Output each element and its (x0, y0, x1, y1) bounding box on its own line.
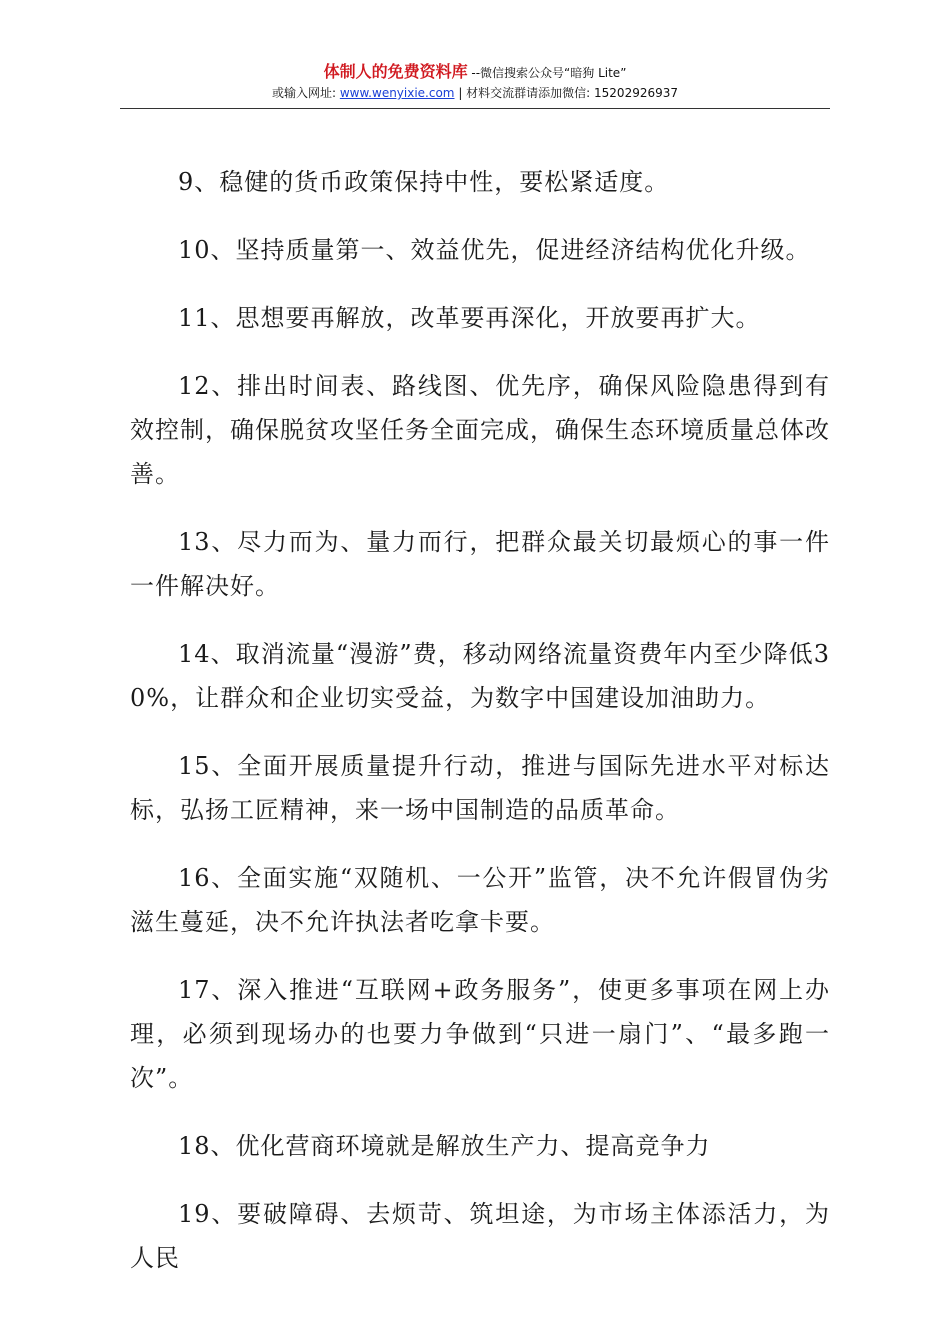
paragraph: 18、优化营商环境就是解放生产力、提高竞争力 (178, 1132, 711, 1160)
header-tagline: --微信搜索公众号“暗狗 Lite” (467, 66, 627, 80)
paragraph: 15、全面开展质量提升行动，推进与国际先进水平对标达标，弘扬工匠精神，来一场中国制造的品质革命。 (130, 752, 830, 824)
header-contact-line (0, 84, 950, 102)
header-title-line (0, 62, 950, 83)
url-prefix: 或输入网址: (271, 86, 340, 100)
website-link[interactable]: www.wenyixie.com (339, 86, 455, 100)
page-header (0, 62, 950, 102)
paragraph: 10、坚持质量第一、效益优先，促进经济结构优化升级。 (178, 236, 811, 264)
paragraph: 13、尽力而为、量力而行，把群众最关切最烦心的事一件一件解决好。 (130, 528, 830, 600)
paragraph: 19、要破障碍、去烦苛、筑坦途，为市场主体添活力，为人民 (130, 1200, 830, 1272)
paragraph: 9、稳健的货币政策保持中性，要松紧适度。 (178, 168, 670, 196)
document-body (130, 160, 830, 1304)
paragraph: 14、取消流量“漫游”费，移动网络流量资费年内至少降低30%，让群众和企业切实受益，为数字中国建设加油助力。 (130, 640, 830, 712)
brand-title: 体制人的免费资料库 (323, 62, 468, 81)
paragraph: 11、思想要再解放，改革要再深化，开放要再扩大。 (178, 304, 761, 332)
header-divider (120, 108, 830, 109)
contact-info: | 材料交流群请添加微信: 15202926937 (454, 86, 679, 100)
paragraph: 17、深入推进“互联网+政务服务”，使更多事项在网上办理，必须到现场办的也要力争做到“只进一扇门”、“最多跑一次”。 (130, 976, 830, 1092)
paragraph: 16、全面实施“双随机、一公开”监管，决不允许假冒伪劣滋生蔓延，决不允许执法者吃拿卡要。 (130, 864, 830, 936)
paragraph: 12、排出时间表、路线图、优先序，确保风险隐患得到有效控制，确保脱贫攻坚任务全面完成，确保生态环境质量总体改善。 (130, 372, 830, 488)
